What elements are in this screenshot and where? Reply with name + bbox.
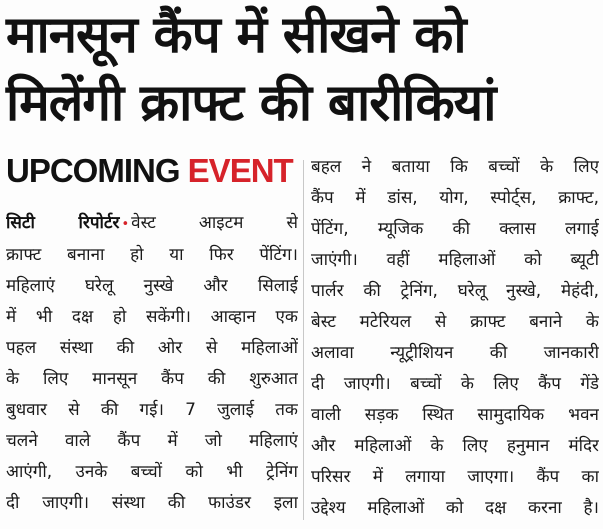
article-line: परिसर में लगाया जाएगा। कैंप का xyxy=(311,467,599,487)
article-line: अलावा न्यूट्रीशियन की जानकारी xyxy=(311,343,599,363)
article-line-text: वेस्ट आइटम से xyxy=(131,213,298,233)
upcoming-event-tag xyxy=(6,151,293,191)
article-line: के लिए मानसून कैंप की शुरुआत xyxy=(6,369,298,389)
article-line: उद्देश्य महिलाओं को दक्ष करना है। xyxy=(311,498,599,518)
headline-line-1: मानसून कैंप में सीखने को xyxy=(6,6,466,65)
article-line: बुधवार से की गई। 7 जुलाई तक xyxy=(6,400,298,420)
article-line: दी जाएगी। बच्चों के लिए कैंप गेंडे xyxy=(311,374,599,394)
headline xyxy=(6,2,598,138)
article-line: कैंप में डांस, योग, स्पोर्ट्स, क्राफ्ट, xyxy=(311,188,599,208)
article-line: पार्लर की ट्रेनिंग, घरेलू नुस्खे, मेहंदी, xyxy=(311,281,599,301)
article-line: दी जाएगी। संस्था की फाउंडर इला xyxy=(6,493,298,513)
article-line: पेंटिंग, म्यूजिक की क्लास लगाई xyxy=(311,219,599,239)
article-line: वाली सड़क स्थित सामुदायिक भवन xyxy=(311,405,599,425)
article-line: महिलाएं घरेलू नुस्खे और सिलाई xyxy=(6,276,298,296)
article-line: जाएंगी। वहीं महिलाओं को ब्यूटी xyxy=(311,250,599,270)
article-line: चलने वाले कैंप में जो महिलाएं xyxy=(6,431,298,451)
article-line: बहल ने बताया कि बच्चों के लिए xyxy=(311,157,599,177)
headline-line-2: मिलेंगी क्राफ्ट की बारीकियां xyxy=(6,74,496,133)
article-column-right xyxy=(311,152,599,524)
article-line: में भी दक्ष हो सकेंगी। आव्हान एक xyxy=(6,307,298,327)
article-line: पहल संस्था की ओर से महिलाओं xyxy=(6,338,298,358)
bullet-icon: • xyxy=(121,217,130,232)
article-line: आएंगी, उनके बच्चों को भी ट्रेनिंग xyxy=(6,462,298,482)
article-line xyxy=(6,208,298,240)
article-line: क्राफ्ट बनाना हो या फिर पेंटिंग। xyxy=(6,245,298,265)
article-line: और महिलाओं के लिए हनुमान मंदिर xyxy=(311,436,599,456)
column-divider xyxy=(303,160,304,520)
tag-event: EVENT xyxy=(187,152,293,189)
byline: सिटी रिपोर्टर xyxy=(6,213,120,233)
article-line: बेस्ट मटेरियल से क्राफ्ट बनाने के xyxy=(311,312,599,332)
tag-upcoming: UPCOMING xyxy=(6,152,180,189)
article-column-left xyxy=(6,208,298,519)
